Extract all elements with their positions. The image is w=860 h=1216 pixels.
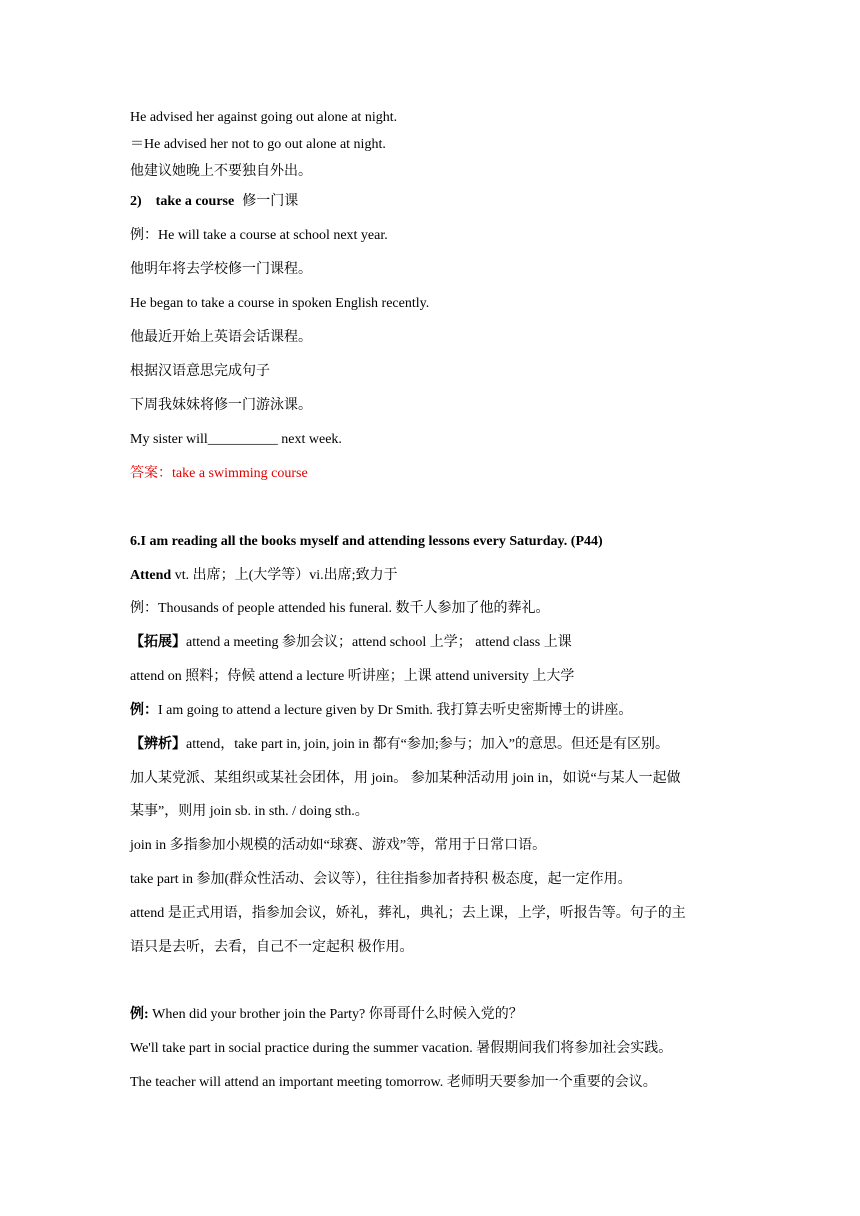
example-sentence: He advised her against going out alone at night. — [130, 110, 398, 125]
item-number: 2) — [130, 194, 142, 209]
example-sentence — [130, 1006, 523, 1024]
exercise-prompt: 下周我妹妹将修一门游泳课。 — [130, 398, 312, 413]
analysis-text: 某事”，则用 join sb. in sth. / doing sth.。 — [130, 804, 369, 819]
extension — [130, 634, 572, 652]
analysis-text: attend，take part in, join, join in 都有“参加;参与；加入”的意思。但还是有区别。 — [186, 737, 669, 752]
definition-text: vt. 出席；上(大学等）vi.出席;致力于 — [171, 568, 398, 583]
example-sentence: 例：He will take a course at school next year. — [130, 228, 388, 243]
label-example: 例: — [130, 1007, 149, 1022]
section-heading — [130, 193, 298, 211]
example-sentence — [130, 702, 632, 720]
analysis — [130, 736, 669, 754]
definition — [130, 567, 398, 585]
headword: Attend — [130, 568, 172, 583]
example-sentence: The teacher will attend an important meeting tomorrow. 老师明天要参加一个重要的会议。 — [130, 1075, 657, 1090]
exercise-blank: My sister will__________ next week. — [130, 432, 342, 447]
label-example: 例： — [130, 703, 158, 718]
label-analysis: 【辨析】 — [130, 737, 186, 752]
translation: 他明年将去学校修一门课程。 — [130, 262, 312, 277]
example-sentence: We'll take part in social practice during the summer vacation. 暑假期间我们将参加社会实践。 — [130, 1041, 673, 1056]
extension-text: attend a meeting 参加会议；attend school 上学； attend class 上课 — [186, 635, 572, 650]
exercise-instruction: 根据汉语意思完成句子 — [130, 364, 270, 379]
translation: 他建议她晚上不要独自外出。 — [130, 164, 312, 179]
example-sentence: 例：Thousands of people attended his funeral. 数千人参加了他的葬礼。 — [130, 601, 550, 616]
analysis-text: attend 是正式用语，指参加会议，娇礼，葬礼，典礼；去上课，上学，听报告等。句子的主 — [130, 906, 686, 921]
example-sentence: He began to take a course in spoken English recently. — [130, 296, 430, 311]
extension-text: attend on 照料；侍候 attend a lecture 听讲座；上课 attend university 上大学 — [130, 669, 575, 684]
phrase: take a course — [155, 194, 235, 209]
analysis-text: 语只是去听，去看，自己不一定起积 极作用。 — [130, 940, 414, 955]
phrase-meaning: 修一门课 — [242, 194, 299, 209]
analysis-text: take part in 参加(群众性活动、会议等），往往指参加者持积 极态度，起一定作用。 — [130, 872, 632, 887]
label-extension: 【拓展】 — [130, 635, 186, 650]
example-text: I am going to attend a lecture given by Dr Smith. 我打算去听史密斯博士的讲座。 — [158, 703, 633, 718]
translation: 他最近开始上英语会话课程。 — [130, 330, 312, 345]
analysis-text: join in 多指参加小规模的活动如“球赛、游戏”等，常用于日常口语。 — [130, 838, 547, 853]
example-text: When did your brother join the Party? 你哥哥什么时候入党的？ — [148, 1007, 523, 1022]
answer: 答案：take a swimming course — [130, 466, 308, 481]
analysis-text: 加人某党派、某组织或某社会团体，用 join。 参加某种活动用 join in，如说“与某人一起做 — [130, 771, 681, 786]
example-sentence: ＝He advised her not to go out alone at night. — [130, 137, 386, 152]
section-title: 6.I am reading all the books myself and attending lessons every Saturday. (P44) — [130, 534, 603, 549]
